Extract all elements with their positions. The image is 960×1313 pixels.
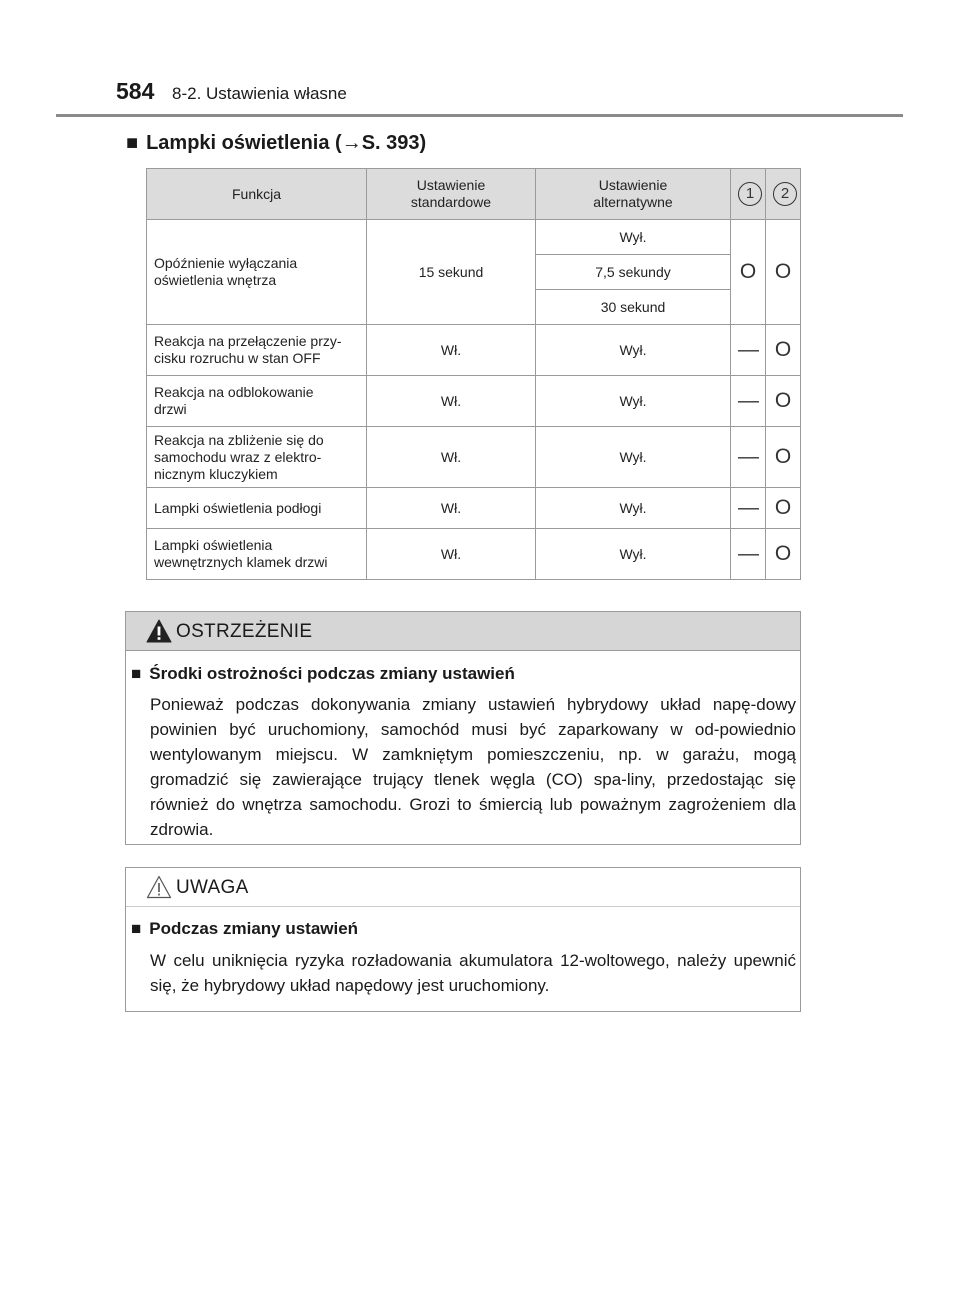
alternative-cell: Wył.: [536, 488, 731, 529]
default-cell: 15 sekund: [367, 220, 536, 325]
caution-triangle-outline-icon: [146, 875, 172, 899]
arrow-icon: →: [341, 132, 362, 154]
table-header-row: [147, 169, 801, 220]
alternative-cell: Wył.: [536, 529, 731, 580]
header-default: Ustawienie standardowe: [367, 169, 536, 220]
mark-cell-2: O: [766, 529, 801, 580]
caution-body: W celu uniknięcia ryzyka rozładowania akumulatora 12-woltowego, należy upewnić się, że hybrydowy układ napędowy jest uruchomiony.: [150, 951, 796, 995]
alternative-cell: 30 sekund: [536, 290, 731, 325]
warning-title: OSTRZEŻENIE: [176, 621, 313, 642]
table-row: [147, 529, 801, 580]
mark-cell-2: O: [766, 376, 801, 427]
default-cell: Wł.: [367, 427, 536, 488]
warning-triangle-icon: [146, 619, 172, 643]
function-cell: Lampki oświetlenia wewnętrznych klamek drzwi: [147, 529, 367, 580]
alternative-cell: Wył.: [536, 427, 731, 488]
warning-header: [126, 612, 800, 651]
header-function: Funkcja: [147, 169, 367, 220]
header-alternative: Ustawienie alternatywne: [536, 169, 731, 220]
header-col-2: [766, 169, 801, 220]
warning-subheading: [131, 664, 515, 684]
warning-subheading-text: Środki ostrożności podczas zmiany ustawień: [149, 664, 515, 683]
mark-cell-1: —: [731, 325, 766, 376]
section-heading: [126, 132, 426, 155]
settings-table: [146, 168, 801, 580]
table-row: [147, 376, 801, 427]
mark-cell-1: —: [731, 529, 766, 580]
default-cell: Wł.: [367, 529, 536, 580]
mark-cell-2: O: [766, 325, 801, 376]
alternative-cell: Wył.: [536, 325, 731, 376]
caution-bullet: ■: [131, 919, 142, 938]
alternative-cell: Wył.: [536, 376, 731, 427]
mark-cell-2: O: [766, 427, 801, 488]
circled-number-1-icon: 1: [738, 182, 762, 206]
function-cell: Reakcja na odblokowanie drzwi: [147, 376, 367, 427]
circled-number-2-icon: 2: [773, 182, 797, 206]
alternative-cell: 7,5 sekundy: [536, 255, 731, 290]
function-cell: Reakcja na zbliżenie się do samochodu wraz z elektro- nicznym kluczykiem: [147, 427, 367, 488]
table-row: [147, 427, 801, 488]
section-bullet: ■: [126, 132, 139, 154]
table-row: [147, 488, 801, 529]
mark-cell-2: O: [766, 488, 801, 529]
caution-box: [125, 867, 801, 1012]
header-rule: [56, 114, 903, 117]
caution-subheading-text: Podczas zmiany ustawień: [149, 919, 359, 938]
default-cell: Wł.: [367, 488, 536, 529]
table-row: [147, 325, 801, 376]
mark-cell-2: O: [766, 220, 801, 325]
default-cell: Wł.: [367, 325, 536, 376]
function-cell: Lampki oświetlenia podłogi: [147, 488, 367, 529]
chapter-title: 8-2. Ustawienia własne: [172, 84, 347, 103]
mark-cell-1: —: [731, 427, 766, 488]
mark-cell-1: —: [731, 488, 766, 529]
page-number: 584: [116, 78, 155, 104]
section-reference[interactable]: S. 393): [361, 132, 427, 154]
caution-title: UWAGA: [176, 877, 249, 898]
warning-body: Ponieważ podczas dokonywania zmiany ustawień hybrydowy układ napę-dowy powinien być uruchomiony, samochód musi być zaparkowany w od-powiednio wentylowanym miejscu. W zamkniętym pomieszczeniu, np. w garażu, mogą gromadzić się zawierające trujący tlenek węgla (CO) spa-liny, przedostając się również do wnętrza samochodu. Grozi to śmiercią lub poważnym zagrożeniem dla zdrowia.: [150, 695, 796, 839]
header-col-1: [731, 169, 766, 220]
function-cell: Reakcja na przełączenie przy- cisku rozruchu w stan OFF: [147, 325, 367, 376]
caution-header: [126, 868, 800, 907]
mark-cell-1: —: [731, 376, 766, 427]
default-cell: Wł.: [367, 376, 536, 427]
section-title: Lampki oświetlenia (: [146, 132, 342, 154]
table-row: [147, 220, 801, 255]
warning-box: [125, 611, 801, 845]
function-cell: Opóźnienie wyłączania oświetlenia wnętrza: [147, 220, 367, 325]
caution-subheading: [131, 919, 358, 939]
alternative-cell: Wył.: [536, 220, 731, 255]
mark-cell-1: O: [731, 220, 766, 325]
warning-bullet: ■: [131, 664, 142, 683]
